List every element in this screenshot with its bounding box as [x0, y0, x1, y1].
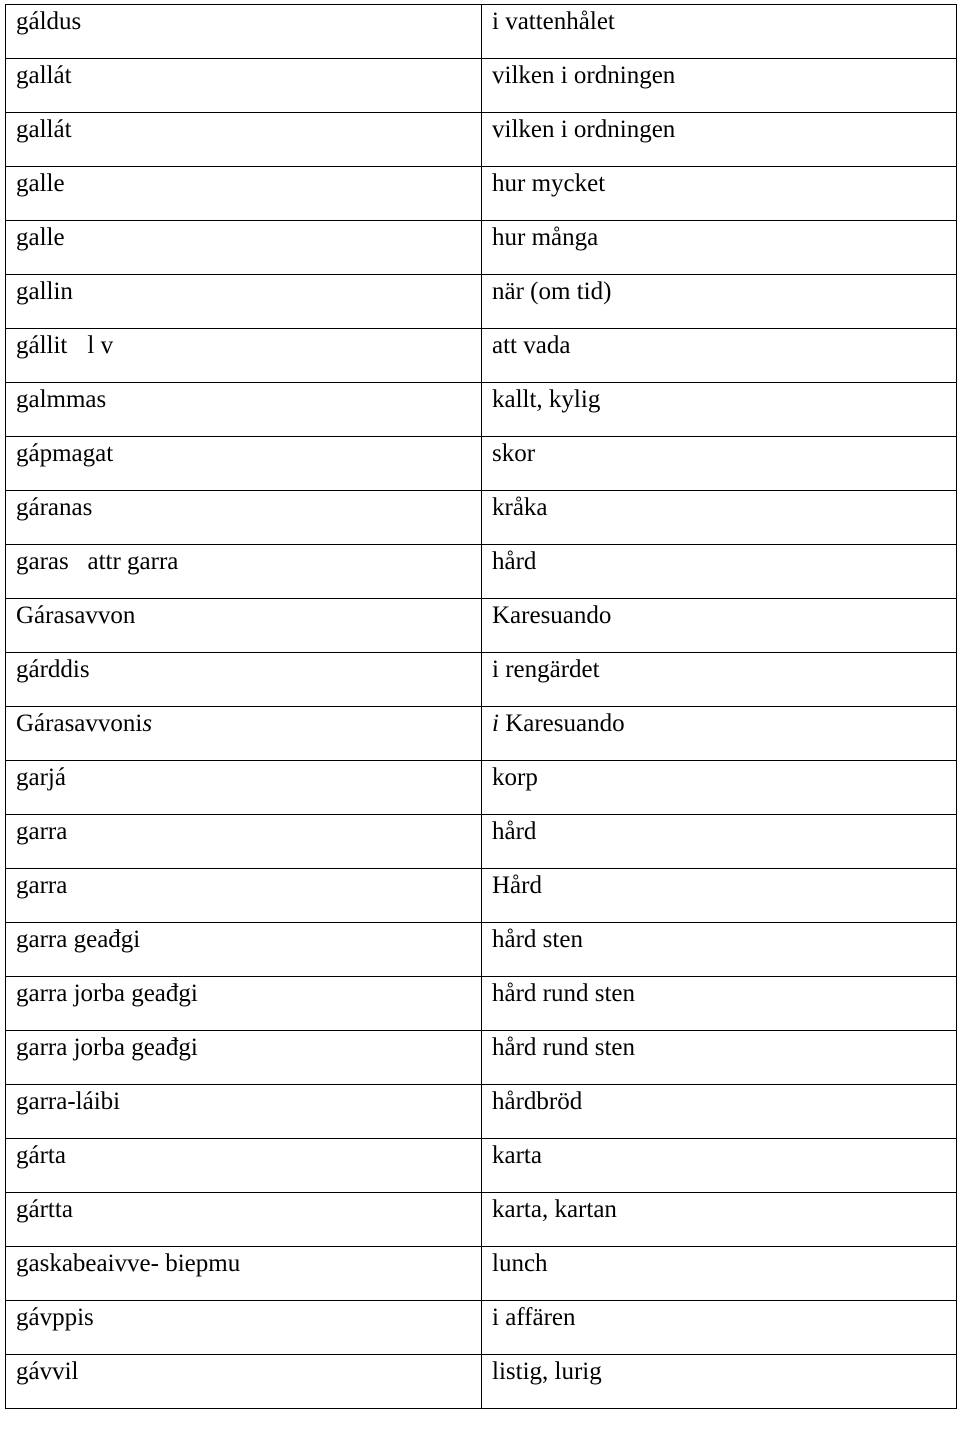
swedish-translation: i rengärdet — [482, 653, 957, 707]
sami-term: gárta — [6, 1139, 482, 1193]
table-row — [6, 383, 957, 437]
swedish-translation: hård rund sten — [482, 1031, 957, 1085]
table-row — [6, 491, 957, 545]
sami-term: garas attr garra — [6, 545, 482, 599]
swedish-translation: att vada — [482, 329, 957, 383]
part-of-speech: l v — [87, 332, 114, 359]
sami-term: gávvil — [6, 1355, 482, 1409]
swedish-translation: hur många — [482, 221, 957, 275]
sami-term: gápmagat — [6, 437, 482, 491]
table-row — [6, 167, 957, 221]
table-row — [6, 1193, 957, 1247]
swedish-translation: hård sten — [482, 923, 957, 977]
swedish-translation: kallt, kylig — [482, 383, 957, 437]
table-row — [6, 221, 957, 275]
swedish-translation: karta — [482, 1139, 957, 1193]
swedish-translation: korp — [482, 761, 957, 815]
table-row — [6, 653, 957, 707]
table-row — [6, 1031, 957, 1085]
swedish-translation-cell — [482, 707, 957, 761]
table-row — [6, 5, 957, 59]
sami-term: gallát — [6, 59, 482, 113]
sami-term: garra jorba geađgi — [6, 977, 482, 1031]
swedish-translation: karta, kartan — [482, 1193, 957, 1247]
swedish-translation: hårdbröd — [482, 1085, 957, 1139]
sami-term: gártta — [6, 1193, 482, 1247]
sami-term: garra jorba geađgi — [6, 1031, 482, 1085]
table-row — [6, 761, 957, 815]
sami-term-cell — [6, 707, 482, 761]
swedish-translation: hård — [482, 545, 957, 599]
table-row — [6, 923, 957, 977]
table-row — [6, 59, 957, 113]
table-row — [6, 599, 957, 653]
sami-term: Gárasavvon — [6, 599, 482, 653]
table-row — [6, 977, 957, 1031]
table-row — [6, 437, 957, 491]
table-row — [6, 275, 957, 329]
swedish-translation: Karesuando — [482, 599, 957, 653]
glossary-body — [6, 5, 957, 1409]
swedish-translation: i affären — [482, 1301, 957, 1355]
table-row — [6, 1247, 957, 1301]
table-row — [6, 707, 957, 761]
swedish-translation: hård — [482, 815, 957, 869]
swedish-translation: Karesuando — [505, 710, 625, 737]
sami-term: gallin — [6, 275, 482, 329]
table-row — [6, 869, 957, 923]
sami-term: gáranas — [6, 491, 482, 545]
table-row — [6, 1085, 957, 1139]
sami-term: gallát — [6, 113, 482, 167]
sami-term: garra — [6, 869, 482, 923]
swedish-translation: hård rund sten — [482, 977, 957, 1031]
sami-term: garjá — [6, 761, 482, 815]
table-row — [6, 1301, 957, 1355]
table-row — [6, 545, 957, 599]
swedish-translation: vilken i ordningen — [482, 113, 957, 167]
swedish-translation: kråka — [482, 491, 957, 545]
swedish-translation: hur mycket — [482, 167, 957, 221]
glossary-table — [5, 4, 957, 1409]
swedish-translation: vilken i ordningen — [482, 59, 957, 113]
table-row — [6, 329, 957, 383]
swedish-translation: Hård — [482, 869, 957, 923]
sami-term-cell — [6, 329, 482, 383]
sami-term: garra-láibi — [6, 1085, 482, 1139]
table-row — [6, 1355, 957, 1409]
swedish-translation: i vattenhålet — [482, 5, 957, 59]
sami-term: gaskabeaivve- biepmu — [6, 1247, 482, 1301]
swedish-translation: skor — [482, 437, 957, 491]
sami-term-suffix: s — [142, 710, 153, 737]
sami-term: gállit — [16, 332, 68, 359]
sami-term: gávppis — [6, 1301, 482, 1355]
swedish-prefix: i — [492, 710, 499, 737]
sami-term: garra — [6, 815, 482, 869]
sami-term: garra geađgi — [6, 923, 482, 977]
swedish-translation: lunch — [482, 1247, 957, 1301]
table-row — [6, 1139, 957, 1193]
table-row — [6, 113, 957, 167]
sami-term: galmmas — [6, 383, 482, 437]
swedish-translation: listig, lurig — [482, 1355, 957, 1409]
swedish-translation: när (om tid) — [482, 275, 957, 329]
table-row — [6, 815, 957, 869]
sami-term: gáldus — [6, 5, 482, 59]
sami-term: galle — [6, 221, 482, 275]
sami-term: Gárasavvoni — [16, 710, 143, 737]
sami-term: galle — [6, 167, 482, 221]
sami-term: gárddis — [6, 653, 482, 707]
